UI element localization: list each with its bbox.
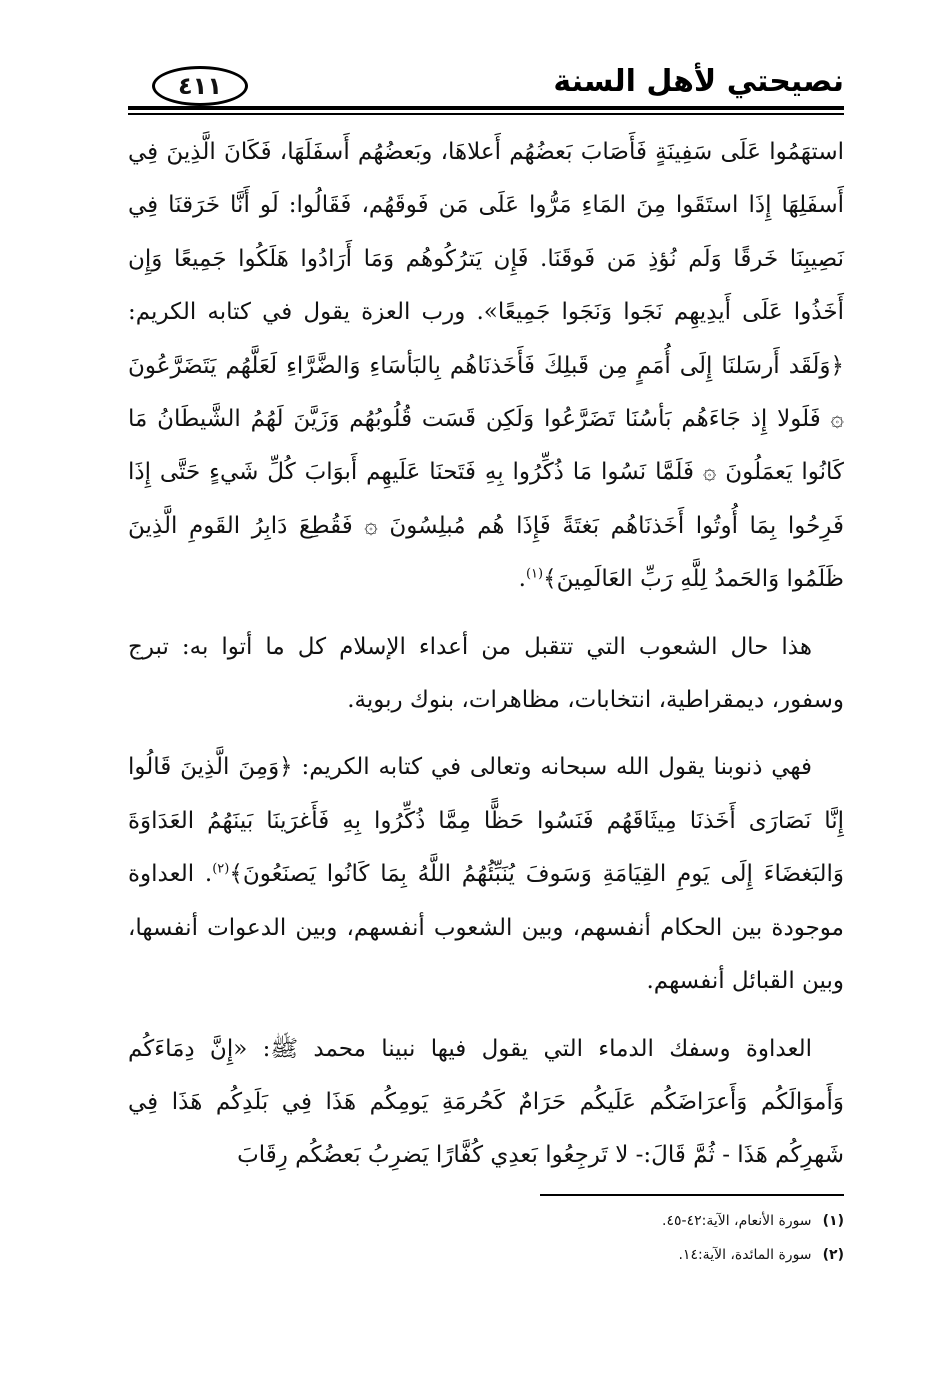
paragraph-2 [128, 621, 844, 728]
footnote-2-text: سورة المائدة، الآية:١٤. [678, 1247, 812, 1263]
page-header [128, 62, 844, 114]
footnote-2 [128, 1238, 844, 1272]
footnote-1-number: (١) [822, 1213, 844, 1229]
paragraph-3-text: فهي ذنوبنا يقول الله سبحانه وتعالى في كتابه الكريم: ﴿وَمِنَ الَّذِينَ قَالُوا إِنَّا نَصَارَى أَخَذنَا مِيثَاقَهُم فَنَسُوا حَظًّا مِمَّا ذُكِّرُوا بِهِ فَأَغرَينَا بَينَهُمُ العَدَاوَةَ وَالبَغضَاءَ إِلَى يَومِ القِيَامَةِ وَسَوفَ يُنَبِّئُهُمُ اللَّهُ بِمَا كَانُوا يَصنَعُونَ﴾ [128, 754, 844, 888]
footnote-1-text: سورة الأنعام، الآية:٤٢-٤٥. [662, 1213, 812, 1229]
paragraph-2-text: هذا حال الشعوب التي تتقبل من أعداء الإسلام كل ما أتوا به: تبرج وسفور، ديمقراطية، انتخابات، مظاهرات، بنوك ربوية. [128, 633, 844, 714]
paragraph-1-text: استهَمُوا عَلَى سَفِينَةٍ فَأَصَابَ بَعضُهُم أَعلاهَا، وبَعضُهُم أَسفَلَهَا، فَكَانَ الَّذِينَ فِي أَسفَلِهَا إِذَا استَقَوا مِنَ المَاءِ مَرُّوا عَلَى مَن فَوقَهُم، فَقَالُوا: لَو أَنَّا خَرَقنَا فِي نَصِيبِنَا خَرقًا وَلَم نُؤذِ مَن فَوقَنَا. فَإِن يَترُكُوهُم وَمَا أَرَادُوا هَلَكُوا جَمِيعًا وَإِن أَخَذُوا عَلَى أَيدِيهِم نَجَوا وَنَجَوا جَمِيعًا». ورب العزة يقول في كتابه الكريم: ﴿وَلَقَد أَرسَلنَا إِلَى أُمَمٍ مِن قَبلِكَ فَأَخَذنَاهُم بِالبَأسَاءِ وَالضَّرَّاءِ لَعَلَّهُم يَتَضَرَّعُونَ ۞ فَلَولا إِذ جَاءَهُم بَأسُنَا تَضَرَّعُوا وَلَكِن قَسَت قُلُوبُهُم وَزَيَّنَ لَهُمُ الشَّيطَانُ مَا كَانُوا يَعمَلُونَ ۞ فَلَمَّا نَسُوا مَا ذُكِّرُوا بِهِ فَتَحنَا عَلَيهِم أَبوَابَ كُلِّ شَيءٍ حَتَّى إِذَا فَرِحُوا بِمَا أُوتُوا أَخَذنَاهُم بَغتَةً فَإِذَا هُم مُبلِسُونَ ۞ فَقُطِعَ دَابِرُ القَومِ الَّذِينَ ظَلَمُوا وَالحَمدُ لِلَّهِ رَبِّ العَالَمِينَ﴾ [128, 139, 844, 593]
footnotes [128, 1204, 844, 1272]
paragraph-1 [128, 126, 844, 607]
footnote-2-number: (٢) [822, 1247, 844, 1263]
footnote-ref-1: (١) [525, 566, 544, 582]
paragraph-3-end: . العداوة موجودة بين الحكام أنفسهم، وبين الشعوب أنفسهم، وبين الدعوات أنفسها، وبين القبائل أنفسهم. [128, 861, 844, 995]
paragraph-1-end: . [518, 566, 526, 593]
footnote-1 [128, 1204, 844, 1238]
footnote-ref-2: (٢) [212, 861, 230, 877]
running-title: نصيحتي لأهل السنة [553, 64, 844, 99]
footnote-separator [540, 1194, 844, 1196]
paragraph-4 [128, 1023, 844, 1183]
header-rule-thick [128, 106, 844, 110]
page-number: ٤١١ [152, 66, 248, 106]
body-text [128, 126, 844, 1183]
paragraph-3 [128, 741, 844, 1008]
paragraph-4-text: العداوة وسفك الدماء التي يقول فيها نبينا محمد ﷺ: «إِنَّ دِمَاءَكُم وَأَموَالَكُم وَأَعرَاضَكُم عَلَيكُم حَرَامٌ كَحُرمَةِ يَومِكُم هَذَا فِي بَلَدِكُم هَذَا فِي شَهرِكُم هَذَا - ثُمَّ قَالَ:- لا تَرجِعُوا بَعدِي كُفَّارًا يَضرِبُ بَعضُكُم رِقَابَ [128, 1035, 844, 1169]
header-rule-thin [128, 113, 844, 115]
